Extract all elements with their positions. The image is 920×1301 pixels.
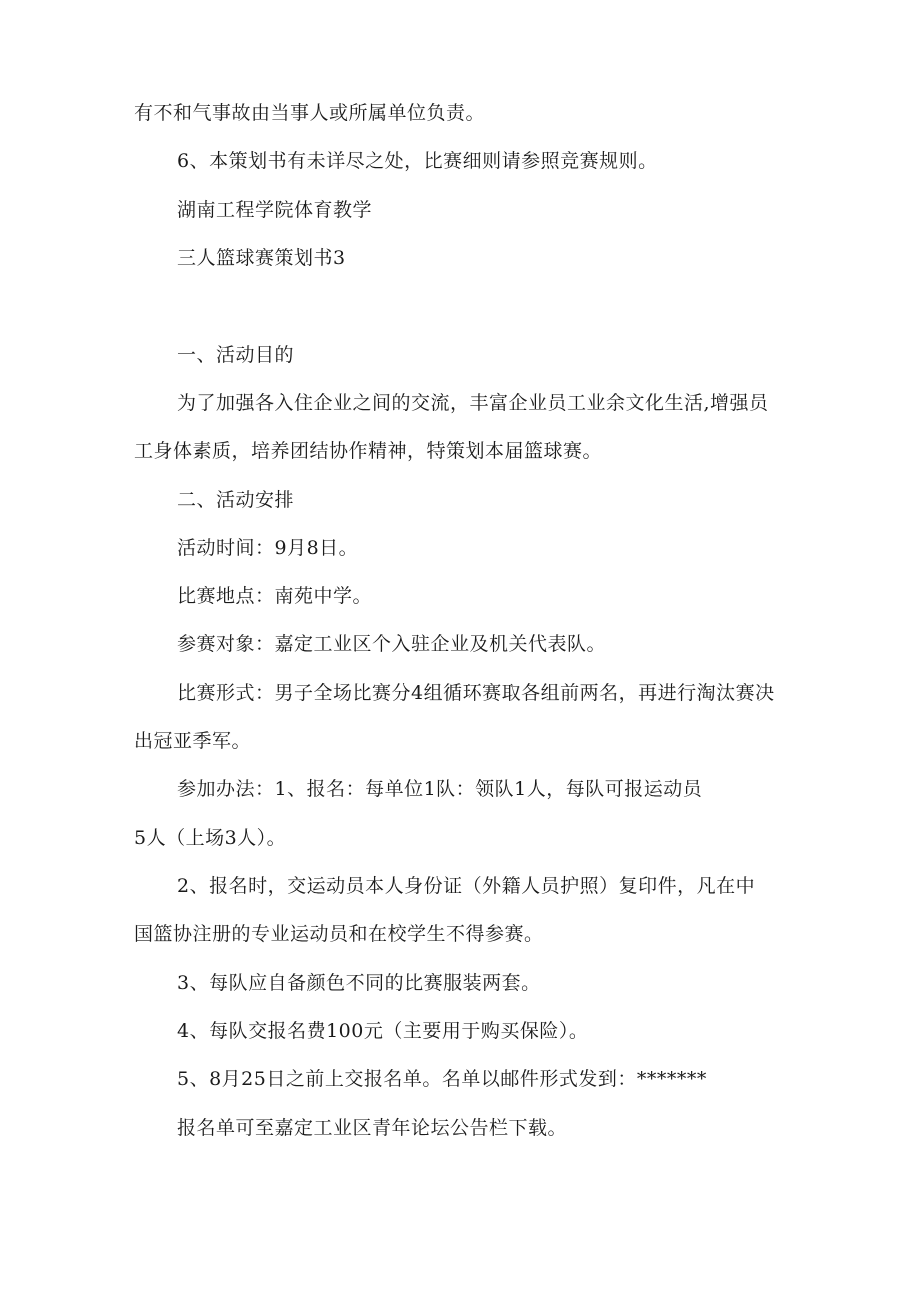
text-line-registration-3: 3、每队应自备颜色不同的比赛服装两套。 xyxy=(177,972,541,994)
text-line-venue: 比赛地点：南苑中学。 xyxy=(177,585,373,607)
text-line-organizer: 湖南工程学院体育教学 xyxy=(177,199,373,221)
paragraph-purpose-line-1: 为了加强各入住企业之间的交流，丰富企业员工业余文化生活,增强员 xyxy=(177,392,769,414)
text-line-download-note: 报名单可至嘉定工业区青年论坛公告栏下载。 xyxy=(177,1117,568,1139)
text-line-item-6: 6、本策划书有未详尽之处，比赛细则请参照竞赛规则。 xyxy=(177,150,658,172)
text-line-registration-2: 2、报名时，交运动员本人身份证（外籍人员护照）复印件，凡在中 xyxy=(177,875,756,897)
text-line-participants: 参赛对象：嘉定工业区个入驻企业及机关代表队。 xyxy=(177,633,607,655)
paragraph-purpose-line-2: 工身体素质，培养团结协作精神，特策划本届篮球赛。 xyxy=(134,440,603,462)
text-line-disclaimer-continuation: 有不和气事故由当事人或所属单位负责。 xyxy=(134,102,486,124)
section-heading-purpose: 一、活动目的 xyxy=(177,344,295,366)
text-line-registration-4: 4、每队交报名费100元（主要用于购买保险）。 xyxy=(177,1020,589,1042)
text-line-registration-5: 5、8月25日之前上交报名单。名单以邮件形式发到：******* xyxy=(177,1068,707,1090)
text-line-registration-1-cont: 5人（上场3人）。 xyxy=(134,827,287,849)
text-line-registration-2-cont: 国篮协注册的专业运动员和在校学生不得参赛。 xyxy=(134,923,544,945)
text-line-format-line-1: 比赛形式：男子全场比赛分4组循环赛取各组前两名，再进行淘汰赛决 xyxy=(177,682,775,704)
text-line-format-line-2: 出冠亚季军。 xyxy=(134,730,252,752)
section-heading-arrangement: 二、活动安排 xyxy=(177,489,295,511)
text-line-time: 活动时间：9月8日。 xyxy=(177,537,359,559)
document-title: 三人篮球赛策划书3 xyxy=(177,247,346,269)
text-line-registration-1: 参加办法：1、报名：每单位1队：领队1人，每队可报运动员 xyxy=(177,778,703,800)
